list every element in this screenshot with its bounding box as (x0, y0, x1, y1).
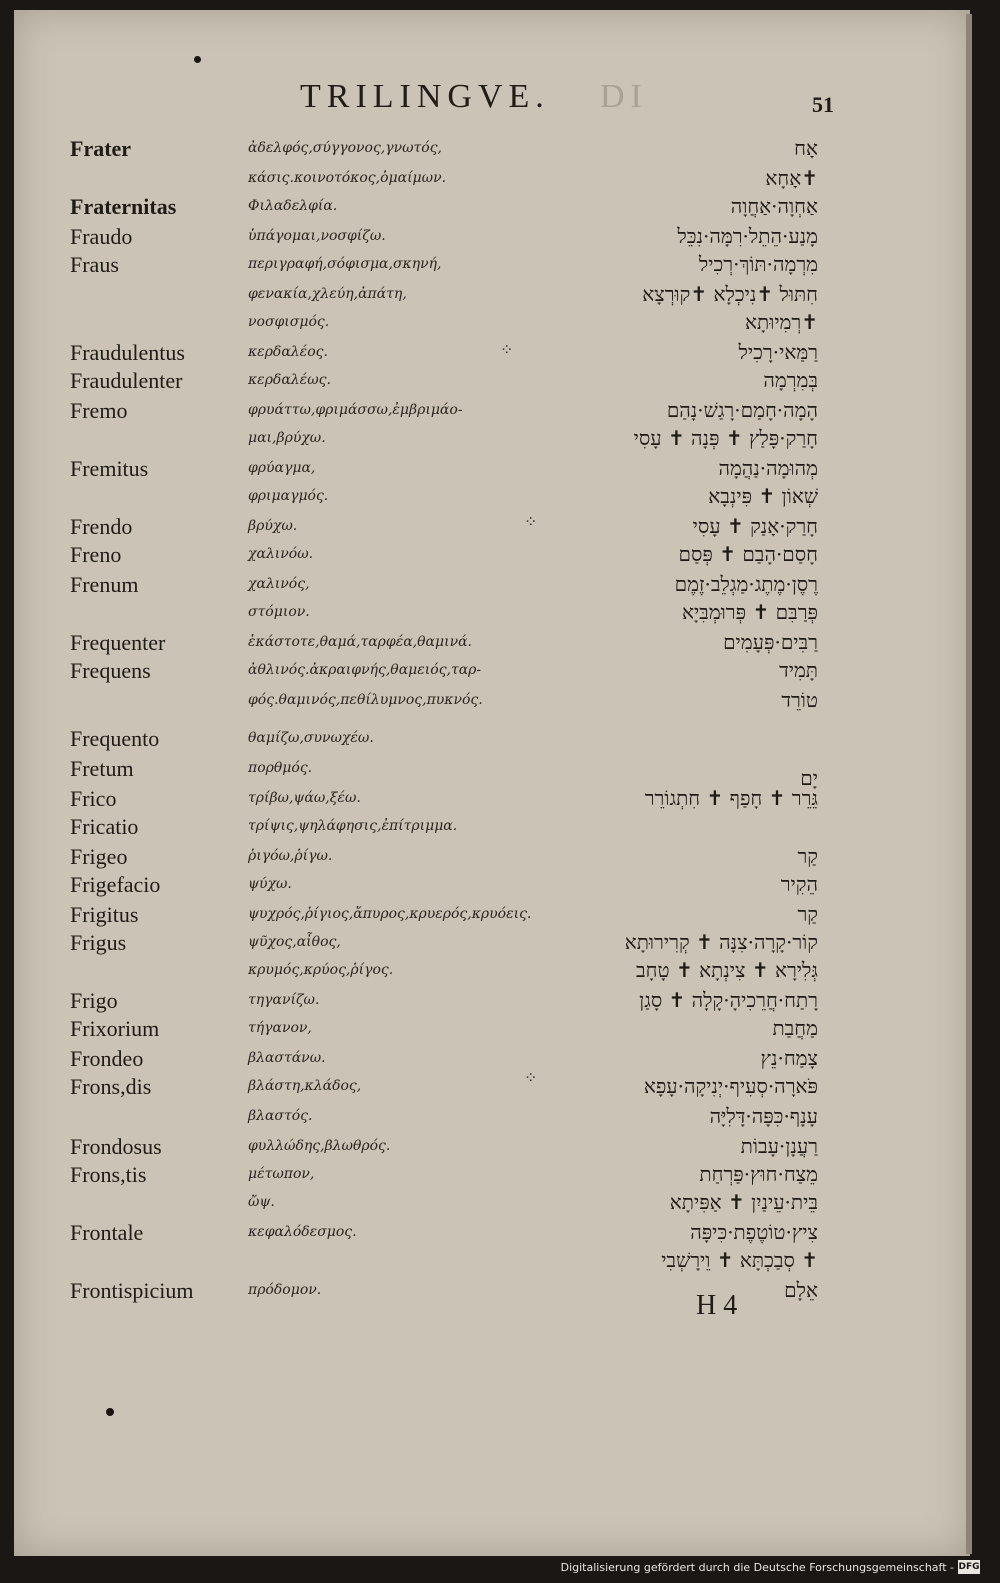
latin-headword: Fraus (70, 252, 119, 277)
hebrew-gloss: תָּמִיד (779, 658, 818, 682)
latin-headword: Fricatio (70, 814, 139, 839)
greek-gloss: χαλινός, (248, 576, 310, 592)
latin-headword: Fremitus (70, 456, 149, 481)
entry-row (0, 1104, 956, 1132)
entry-row (0, 194, 956, 222)
entry-row (0, 426, 956, 454)
hebrew-gloss: קַר (797, 902, 818, 926)
latin-headword: Frequento (70, 726, 160, 751)
greek-gloss: ὤψ. (248, 1194, 275, 1210)
latin-headword: Frigus (70, 930, 127, 955)
entry-row (0, 484, 956, 512)
entry-row (0, 1162, 956, 1190)
greek-gloss: φός.θαμινός,πεθίλυμνος,πυκνός. (248, 692, 483, 708)
entry-row (0, 368, 956, 396)
greek-gloss: τήγανον, (248, 1020, 312, 1036)
latin-headword: Fretum (70, 756, 134, 781)
entry-row (0, 542, 956, 570)
hebrew-gloss: קוֹר·קָרָה·צִנָּה ✝ קְרִירוּתָא (624, 930, 818, 954)
greek-gloss: ψύχω. (248, 876, 292, 892)
ornament-icon: ⁘ (500, 340, 514, 359)
hebrew-gloss: ✝רְמִיוּתָא (745, 310, 818, 334)
greek-gloss: βλάστη,κλάδος, (248, 1078, 362, 1094)
entry-row (0, 310, 956, 338)
entry-row (0, 814, 956, 842)
greek-gloss: κρυμός,κρύος,ῥίγος. (248, 962, 394, 978)
greek-gloss: χαλινόω. (248, 546, 314, 562)
latin-headword: Frequenter (70, 630, 166, 655)
hebrew-gloss: רַעֲנָן·עָבוֹת (740, 1134, 818, 1158)
bleed-through-header: DI (600, 78, 648, 115)
entry-row (0, 398, 956, 426)
entry-row (0, 1278, 956, 1306)
latin-headword: Frixorium (70, 1016, 160, 1041)
entry-row (0, 1220, 956, 1248)
greek-gloss: τρίβω,ψάω,ξέω. (248, 790, 361, 806)
entry-row (0, 688, 956, 716)
latin-headword: Frigo (70, 988, 118, 1013)
entry-row (0, 902, 956, 930)
hebrew-gloss: חָרַק·פָּלַץ ✝ פְּנָה ✝ עָסִי (633, 426, 818, 450)
entry-row (0, 252, 956, 280)
hebrew-gloss: גְּלִירָא ✝ צִינְתָא ✝ טָחָב (636, 958, 818, 982)
latin-headword: Frontale (70, 1220, 144, 1245)
entry-row (0, 786, 956, 814)
hebrew-gloss: פֹּארָה·סְעִיף·יְנִיקָה·עָפָא (643, 1074, 818, 1098)
greek-gloss: ἀθλινός.ἀκραιφνής,θαμειός,ταρ- (248, 662, 482, 678)
greek-gloss: ψῦχος,αἶθος, (248, 934, 341, 950)
greek-gloss: ἑκάστοτε,θαμά,ταρφέα,θαμινά. (248, 634, 473, 650)
latin-headword: Fraudulenter (70, 368, 183, 393)
ornament-icon: ⁘ (524, 1068, 538, 1087)
hebrew-gloss: חָרַק·אָנַק ✝ עָסִי (692, 514, 818, 538)
hebrew-gloss: בְּמִרְמָה (763, 368, 818, 392)
signature-mark: H 4 (696, 1290, 738, 1321)
latin-headword: Frigitus (70, 902, 139, 927)
latin-headword: Fraternitas (70, 194, 177, 219)
page-number: 51 (812, 92, 834, 117)
greek-gloss: κάσις.κοινοτόκος,ὁμαίμων. (248, 170, 447, 186)
greek-gloss: φρυάττω,φριμάσσω,ἐμβριμάο- (248, 402, 463, 418)
greek-gloss: κερδαλέως. (248, 372, 331, 388)
latin-headword: Frenum (70, 572, 139, 597)
hebrew-gloss: טוֹרֵד (781, 688, 818, 712)
entry-row (0, 872, 956, 900)
hebrew-gloss: יָם (800, 766, 818, 790)
greek-gloss: τηγανίζω. (248, 992, 320, 1008)
latin-headword: Fremo (70, 398, 128, 423)
hebrew-gloss: אָח (794, 136, 818, 160)
entry-row (0, 1248, 956, 1276)
entry-row (0, 658, 956, 686)
hebrew-gloss: רַמַּאי·רָכִיל (738, 340, 818, 364)
greek-gloss: φρύαγμα, (248, 460, 316, 476)
hebrew-gloss: אַחְוָה·אַחֲוָה (730, 194, 818, 218)
hebrew-gloss: ✝אָחָא (765, 166, 818, 190)
greek-gloss: στόμιον. (248, 604, 310, 620)
entry-row (0, 456, 956, 484)
hebrew-gloss: אֵלָם (784, 1278, 818, 1302)
digitization-credit: Digitalisierung gefördert durch die Deutsche Forschungsgemeinschaft - (560, 1561, 954, 1574)
entry-row (0, 726, 956, 754)
latin-headword: Freno (70, 542, 122, 567)
page-edge (966, 14, 972, 1554)
hebrew-gloss: הָמָה·חָמַם·רָגַשׁ·נָהַם (666, 398, 818, 422)
hebrew-gloss: עָנָף·כִּפָּה·דָּלִיָּה (709, 1104, 818, 1128)
entry-row (0, 1134, 956, 1162)
latin-headword: Frigefacio (70, 872, 161, 897)
latin-headword: Frontispicium (70, 1278, 194, 1303)
hebrew-gloss: מְהוּמָה·נַהֲמָה (718, 456, 818, 480)
entry-row (0, 572, 956, 600)
hebrew-gloss: צִיץ·טוֹטֶפֶת·כִּיפָּה (690, 1220, 818, 1244)
hebrew-gloss: מַחֲבַת (772, 1016, 818, 1040)
greek-gloss: κεφαλόδεσμος. (248, 1224, 357, 1240)
entry-row (0, 1016, 956, 1044)
entry-row (0, 844, 956, 872)
latin-headword: Frondeo (70, 1046, 144, 1071)
latin-headword: Frons,tis (70, 1162, 147, 1187)
entry-row (0, 930, 956, 958)
entry-row (0, 224, 956, 252)
greek-gloss: Φιλαδελφία. (248, 198, 338, 214)
hebrew-gloss: צָמַח·נֵץ (760, 1046, 818, 1070)
entry-row (0, 136, 956, 164)
latin-headword: Frico (70, 786, 117, 811)
hebrew-gloss: חִתּוּל ✝נִיכְלָא ✝קוּרְצָא (642, 282, 818, 306)
greek-gloss: νοσφισμός. (248, 314, 330, 330)
hebrew-gloss: מִרְמָה·תּוֹךְ·רְכִיל (698, 252, 818, 276)
entry-row (0, 166, 956, 194)
entry-row (0, 514, 956, 542)
greek-gloss: ὑπάγομαι,νοσφίζω. (248, 228, 386, 244)
hebrew-gloss: רָתַח·חֲרֵכִיהָ·קָלָה ✝ סָגַן (639, 988, 818, 1012)
hebrew-gloss: מֵצַח·חוּץ·פַּרְחַת (699, 1162, 818, 1186)
entry-row (0, 340, 956, 368)
ink-dot (194, 56, 201, 63)
running-header: TRILINGVE. (300, 78, 550, 115)
greek-gloss: ψυχρός,ῥίγιος,ἄπυρος,κρυερός,κρυόεις. (248, 906, 532, 922)
latin-headword: Fraudo (70, 224, 133, 249)
dfg-logo: DFG (958, 1562, 980, 1572)
entry-row (0, 1046, 956, 1074)
greek-gloss: κερδαλέος. (248, 344, 328, 360)
entry-row (0, 1074, 956, 1102)
entry-row (0, 756, 956, 790)
greek-gloss: πρόδομον. (248, 1282, 322, 1298)
greek-gloss: θαμίζω,συνωχέω. (248, 730, 374, 746)
ornament-icon: ⁘ (524, 512, 538, 531)
greek-gloss: μέτωπον, (248, 1166, 315, 1182)
ink-dot (106, 1408, 114, 1416)
greek-gloss: φυλλώδης,βλωθρός. (248, 1138, 391, 1154)
hebrew-gloss: ✝ סְבַכְתָּא ✝ וֵירָשְׁבִי (661, 1248, 818, 1272)
entry-row (0, 988, 956, 1016)
latin-headword: Frater (70, 136, 132, 161)
latin-headword: Frigeo (70, 844, 128, 869)
hebrew-gloss: קַר (797, 844, 818, 868)
greek-gloss: φενακία,χλεύη,ἀπάτη, (248, 286, 407, 302)
hebrew-gloss: מָנַע·הֵתֵל·רִמָּה·נִכֵּל (677, 224, 818, 248)
hebrew-gloss: הֵקִיר (780, 872, 818, 896)
greek-gloss: τρίψις,ψηλάφησις,ἐπίτριμμα. (248, 818, 458, 834)
greek-gloss: ἀδελφός,σύγγονος,γνωτός, (248, 140, 443, 156)
hebrew-gloss: שְׁאוֹן ✝ פִּינְבָא (708, 484, 818, 508)
greek-gloss: ῥιγόω,ῥίγω. (248, 848, 333, 864)
entry-row (0, 600, 956, 628)
greek-gloss: περιγραφή,σόφισμα,σκηνή, (248, 256, 442, 272)
hebrew-gloss: חָסַם·הָבַם ✝ פְּסַם (678, 542, 818, 566)
entry-row (0, 1190, 956, 1218)
entry-row (0, 282, 956, 310)
entry-row (0, 958, 956, 986)
hebrew-gloss: רַבִּים·פְּעָמִים (723, 630, 818, 654)
greek-gloss: φριμαγμός. (248, 488, 329, 504)
greek-gloss: μαι,βρύχω. (248, 430, 326, 446)
latin-headword: Frondosus (70, 1134, 162, 1159)
latin-headword: Fraudulentus (70, 340, 185, 365)
greek-gloss: βλαστός. (248, 1108, 313, 1124)
hebrew-gloss: בֵּית·עֵינַיִן ✝ אַפִּיתָא (669, 1190, 818, 1214)
hebrew-gloss: פְּרַבִּם ✝ פְּרוּמְבִּיָא (681, 600, 818, 624)
latin-headword: Frequens (70, 658, 151, 683)
greek-gloss: βρύχω. (248, 518, 298, 534)
latin-headword: Frons,dis (70, 1074, 152, 1099)
latin-headword: Frendo (70, 514, 133, 539)
greek-gloss: πορθμός. (248, 760, 313, 776)
hebrew-gloss: רֶסֶן·מֶתֶג·מַגְלֵב·זֶמֶם (674, 572, 818, 596)
hebrew-gloss: גֵּרֵר ✝ חָפַף ✝ חִתְגוֹרֵר (644, 786, 818, 810)
greek-gloss: βλαστάνω. (248, 1050, 326, 1066)
entry-row (0, 630, 956, 658)
